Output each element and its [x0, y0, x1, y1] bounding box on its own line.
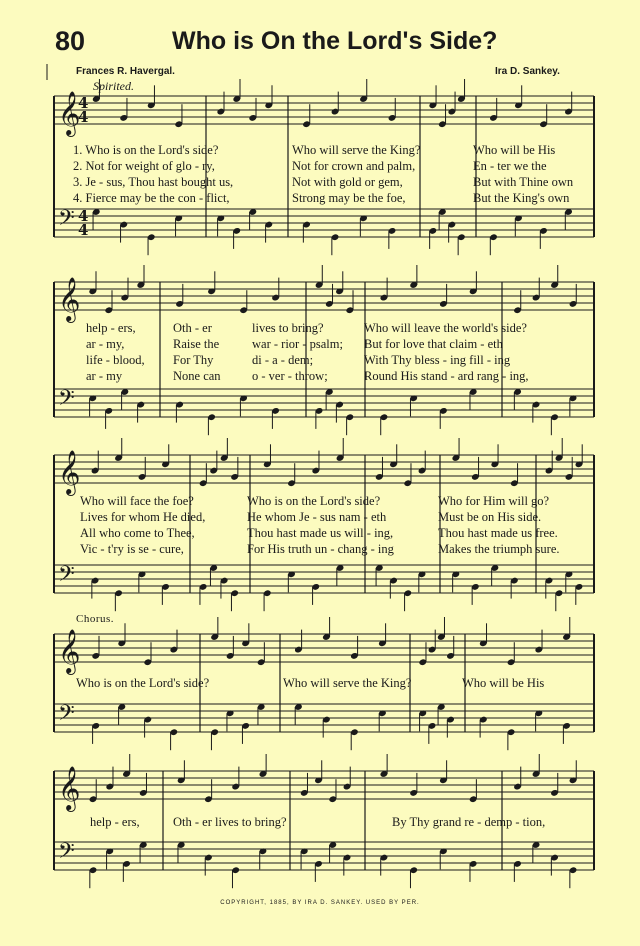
- treble-clef-icon: 𝄞: [58, 629, 81, 673]
- time-signature: 4: [78, 221, 89, 239]
- chorus-label: Chorus.: [76, 613, 115, 625]
- bass-clef-icon: 𝄢: [58, 386, 75, 416]
- treble-clef-icon: 𝄞: [58, 277, 81, 321]
- lyric-phrase: Who will serve the King?: [292, 143, 421, 157]
- lyric-phrase: o - ver - throw;: [252, 369, 328, 383]
- lyric-phrase: But with Thine own: [473, 175, 574, 189]
- lyric-line: [70, 526, 600, 542]
- lyric-phrase: Who is on the Lord's side?: [76, 676, 210, 690]
- lyric-phrase: None can: [173, 369, 221, 383]
- time-signature: 4: [78, 108, 89, 126]
- words-credit: Frances R. Havergal.: [76, 66, 175, 77]
- lyric-line: [70, 676, 600, 692]
- lyric-phrase: All who come to Thee,: [80, 526, 195, 540]
- lyric-phrase: Thou hast made us free.: [438, 526, 558, 540]
- lyric-phrase: lives to bring?: [252, 321, 324, 335]
- lyric-phrase: Who will be His: [473, 143, 556, 157]
- lyric-phrase: But for love that claim - eth: [364, 337, 503, 351]
- lyric-phrase: Not for crown and palm,: [292, 159, 416, 173]
- lyrics-system-2: [70, 321, 600, 385]
- lyrics-system-3: [70, 494, 600, 558]
- lyric-phrase: Must be on His side.: [438, 510, 542, 524]
- lyric-phrase: Who will face the foe?: [80, 494, 194, 508]
- lyric-line: [70, 321, 600, 337]
- time-signature: 4: [78, 207, 89, 225]
- lyric-phrase: Strong may be the foe,: [292, 191, 406, 205]
- lyric-phrase: Makes the triumph sure.: [438, 542, 560, 556]
- lyric-phrase: Lives for whom He died,: [80, 510, 206, 524]
- lyric-phrase: 2. Not for weight of glo - ry,: [73, 159, 215, 173]
- bass-clef-icon: 𝄢: [58, 562, 75, 592]
- lyric-phrase: 3. Je - sus, Thou hast bought us,: [73, 175, 234, 189]
- lyric-phrase: Who will be His: [462, 676, 545, 690]
- treble-clef-icon: 𝄞: [58, 766, 81, 810]
- lyric-line: [70, 353, 600, 369]
- lyric-line: [70, 159, 600, 175]
- hymn-number: 80: [55, 26, 86, 56]
- bass-clef-icon: 𝄢: [58, 206, 75, 236]
- lyric-line: [70, 191, 600, 207]
- lyric-phrase: help - ers,: [90, 815, 140, 829]
- lyric-phrase: Who for Him will go?: [438, 494, 550, 508]
- lyric-line: [70, 510, 600, 526]
- lyric-phrase: Vic - t'ry is se - cure,: [80, 542, 184, 556]
- lyrics-system-1: [70, 143, 600, 207]
- lyric-line: [70, 494, 600, 510]
- lyric-phrase: Thou hast made us will - ing,: [247, 526, 394, 540]
- lyric-line: [70, 175, 600, 191]
- lyric-line: [70, 542, 600, 558]
- lyric-phrase: But the King's own: [473, 191, 570, 205]
- lyrics-system-5: [70, 815, 600, 831]
- lyric-phrase: 1. Who is on the Lord's side?: [73, 143, 219, 157]
- lyric-phrase: ar - my: [86, 369, 123, 383]
- lyric-phrase: Who will leave the world's side?: [364, 321, 527, 335]
- treble-clef-icon: 𝄞: [58, 450, 81, 494]
- lyric-phrase: Who will serve the King?: [283, 676, 412, 690]
- treble-clef-icon: 𝄞: [58, 91, 81, 135]
- lyric-phrase: By Thy grand re - demp - tion,: [392, 815, 546, 829]
- lyric-phrase: ar - my,: [86, 337, 125, 351]
- lyric-line: [70, 369, 600, 385]
- lyric-line: [70, 337, 600, 353]
- lyric-phrase: life - blood,: [86, 353, 145, 367]
- lyric-phrase: He whom Je - sus nam - eth: [247, 510, 387, 524]
- bass-clef-icon: 𝄢: [58, 701, 75, 731]
- lyric-line: [70, 143, 600, 159]
- lyric-phrase: 4. Fierce may be the con - flict,: [73, 191, 230, 205]
- lyric-phrase: Round His stand - ard rang - ing,: [364, 369, 529, 383]
- lyric-phrase: Who is on the Lord's side?: [247, 494, 381, 508]
- lyric-phrase: For His truth un - chang - ing: [247, 542, 394, 556]
- lyric-phrase: di - a - dem;: [252, 353, 314, 367]
- bass-clef-icon: 𝄢: [58, 839, 75, 869]
- lyric-phrase: Oth - er: [173, 321, 212, 335]
- lyric-phrase: For Thy: [173, 353, 214, 367]
- lyrics-system-4: [70, 676, 600, 692]
- lyric-line: [70, 815, 600, 831]
- lyric-phrase: Raise the: [173, 337, 220, 351]
- lyric-phrase: With Thy bless - ing fill - ing: [364, 353, 511, 367]
- lyric-phrase: war - rior - psalm;: [252, 337, 343, 351]
- lyric-phrase: Not with gold or gem,: [292, 175, 403, 189]
- lyric-phrase: Oth - er lives to bring?: [173, 815, 287, 829]
- lyric-phrase: En - ter we the: [473, 159, 547, 173]
- hymn-title: Who is On the Lord's Side?: [172, 27, 498, 55]
- lyric-phrase: help - ers,: [86, 321, 136, 335]
- time-signature: 4: [78, 94, 89, 112]
- tempo-marking: Spirited.: [93, 79, 134, 93]
- music-credit: Ira D. Sankey.: [495, 66, 560, 77]
- copyright-footer: COPYRIGHT, 1885, BY IRA D. SANKEY. USED BY PER.: [220, 900, 420, 906]
